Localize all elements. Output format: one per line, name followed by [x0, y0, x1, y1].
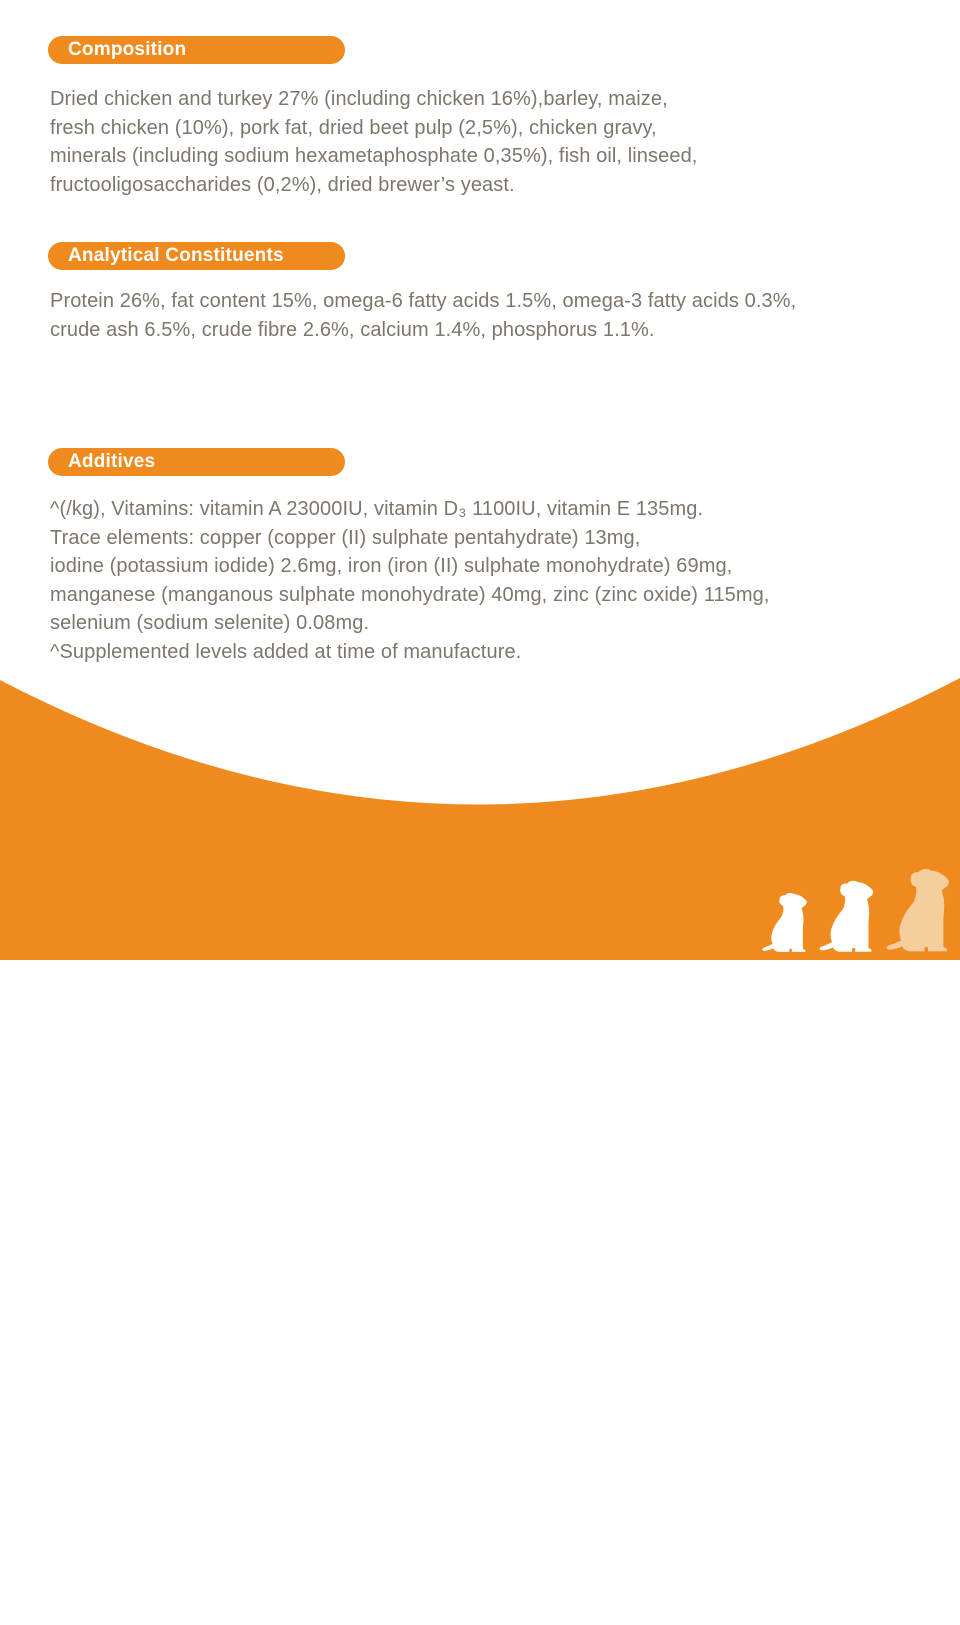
additives-heading-label: Additives	[68, 451, 156, 472]
additives-text	[50, 495, 850, 667]
composition-text	[50, 85, 850, 199]
age-range-subtitle: 1+ YEARS	[26, 1562, 299, 1625]
large-dog-icon	[885, 868, 952, 954]
dog-silhouette	[887, 869, 949, 952]
text-line: fresh chicken (10%), pork fat, dried beet pulp (2,5%), chicken gravy,	[50, 116, 657, 139]
text-line: fructooligosaccharides (0,2%), dried brewer’s yeast.	[50, 173, 515, 196]
text-line: iodine (potassium iodide) 2.6mg, iron (iron (II) sulphate monohydrate) 69mg,	[50, 555, 733, 578]
text-line: selenium (sodium selenite) 0.08mg.	[50, 612, 370, 635]
text-line: minerals (including sodium hexametaphosphate 0,35%), fish oil, linseed,	[50, 145, 698, 168]
text-line: crude ash 6.5%, crude fibre 2.6%, calcium 1.4%, phosphorus 1.1%.	[50, 318, 655, 341]
analytical-constituents-heading-pill	[48, 242, 345, 270]
dog-silhouette	[762, 893, 807, 952]
text-line: manganese (manganous sulphate monohydrate) 40mg, zinc (zinc oxide) 115mg,	[50, 583, 770, 606]
composition-heading-label: Composition	[68, 39, 187, 60]
text-line: ^(/kg), Vitamins: vitamin A 23000IU, vitamin D₃ 1100IU, vitamin E 135mg.	[50, 498, 704, 520]
dog-size-icons	[761, 868, 952, 954]
medium-dog-icon	[818, 880, 876, 954]
composition-heading-pill	[48, 36, 345, 64]
age-group-title: ADULT	[26, 1486, 257, 1562]
text-line: Trace elements: copper (copper (II) sulphate pentahydrate) 13mg,	[50, 526, 641, 549]
analytical-constituents-heading-label: Analytical Constituents	[68, 245, 284, 266]
text-line: ^Supplemented levels added at time of manufacture.	[50, 640, 522, 663]
small-dog-icon	[761, 892, 809, 954]
analytical-constituents-text	[50, 287, 850, 344]
text-line: Protein 26%, fat content 15%, omega-6 fatty acids 1.5%, omega-3 fatty acids 0.3%,	[50, 290, 797, 312]
dog-silhouette	[820, 881, 874, 952]
age-banner	[0, 670, 960, 1625]
text-line: Dried chicken and turkey 27% (including chicken 16%),barley, maize,	[50, 88, 668, 110]
additives-heading-pill	[48, 448, 345, 476]
